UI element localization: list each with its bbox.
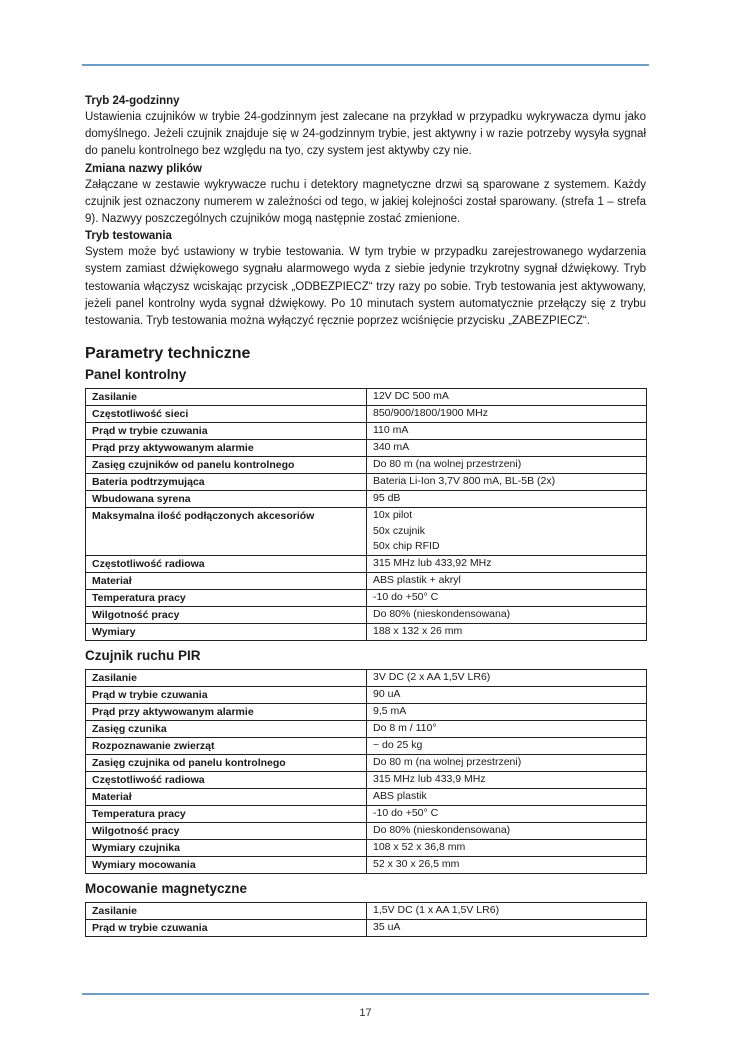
section-heading: Tryb 24-godzinny	[85, 95, 180, 107]
spec-value-cell	[367, 687, 647, 704]
spec-value-cell	[367, 389, 647, 406]
table-row	[86, 806, 647, 823]
spec-value: Do 80% (nieskondensowana)	[373, 608, 511, 621]
spec-table	[85, 669, 647, 874]
spec-value: 52 x 30 x 26,5 mm	[373, 858, 460, 871]
table-row	[86, 687, 647, 704]
table-row	[86, 920, 647, 937]
spec-table	[85, 388, 647, 641]
spec-value: 315 MHz lub 433,92 MHz	[373, 557, 492, 570]
spec-value: 35 uA	[373, 921, 401, 934]
spec-value: -10 do +50° C	[373, 591, 439, 604]
spec-key: Zasięg czujników od panelu kontrolnego	[86, 457, 367, 474]
top-rule	[82, 64, 649, 66]
spec-value-cell	[367, 590, 647, 607]
spec-value-cell	[367, 806, 647, 823]
spec-value: Do 8 m / 110°	[373, 722, 437, 735]
spec-value: 315 MHz lub 433,9 MHz	[373, 773, 486, 786]
table-row	[86, 423, 647, 440]
spec-key: Wymiary czujnika	[86, 840, 367, 857]
spec-key: Wymiary mocowania	[86, 857, 367, 874]
table-row	[86, 389, 647, 406]
spec-value-cell	[367, 721, 647, 738]
table-row	[86, 474, 647, 491]
spec-value-cell	[367, 857, 647, 874]
table-row	[86, 573, 647, 590]
spec-key: Zasilanie	[86, 389, 367, 406]
spec-value: Do 80% (nieskondensowana)	[373, 824, 511, 837]
spec-value-cell	[367, 903, 647, 920]
spec-value: 50x chip RFID	[373, 540, 440, 553]
section-heading: Zmiana nazwy plików	[85, 162, 202, 175]
table-row	[86, 457, 647, 474]
spec-key: Wbudowana syrena	[86, 491, 367, 508]
spec-key: Wilgotność pracy	[86, 607, 367, 624]
section-paragraph: System może być ustawiony w trybie testowania. W tym trybie w przypadku zarejestrowanego wydarzenia system zamiast dźwiękowego sygnału alarmowego wyda z siebie jedynie trzykrotny sygnał dźwiękowy. Tryb testowania włączysz wciskając przycisk „ODBEZPIECZ“ trzy razy po sobie. Tryb testowania jest aktywowany, jeżeli panel kontrolny wyda sygnał dźwiękowy. Po 10 minutach system automatycznie przełączy się z trybu testowania. Tryb testowania można wyłączyć ręcznie poprzez wciśnięcie przycisku „ZABEZPIECZ“.	[85, 246, 646, 328]
spec-key: Wymiary	[86, 624, 367, 641]
spec-key: Rozpoznawanie zwierząt	[86, 738, 367, 755]
spec-key: Prąd przy aktywowanym alarmie	[86, 440, 367, 457]
spec-key: Prąd w trybie czuwania	[86, 423, 367, 440]
table-row	[86, 738, 647, 755]
spec-value-cell	[367, 508, 647, 556]
spec-value: ABS plastik	[373, 790, 427, 803]
spec-table-title: Panel kontrolny	[85, 367, 187, 383]
spec-key: Zasięg czunika	[86, 721, 367, 738]
spec-value-cell	[367, 440, 647, 457]
bottom-rule	[82, 993, 649, 995]
table-row	[86, 704, 647, 721]
spec-value-cell	[367, 772, 647, 789]
spec-value-cell	[367, 670, 647, 687]
spec-value: 850/900/1800/1900 MHz	[373, 407, 489, 420]
spec-key: Bateria podtrzymująca	[86, 474, 367, 491]
spec-value: 110 mA	[373, 424, 409, 437]
table-row	[86, 624, 647, 641]
section-paragraph: Ustawienia czujników w trybie 24-godzinnym jest zalecane na przykład w przypadku wykrywacza dymu jako domyślnego. Jeżeli czujnik znajduje się w 24-godzinnym trybie, jest aktywny i w razie potrzeby wysyła sygnał do panelu kontrolnego bez względu na tyo, czy system jest aktywby czy nie.	[85, 111, 646, 158]
page-content	[85, 93, 646, 937]
spec-value: 12V DC 500 mA	[373, 390, 449, 403]
spec-value: 90 uA	[373, 688, 401, 701]
spec-value-cell	[367, 789, 647, 806]
spec-key: Temperatura pracy	[86, 806, 367, 823]
section-24h-mode	[85, 93, 646, 161]
page-number: 17	[359, 1007, 372, 1019]
spec-key: Częstotliwość sieci	[86, 406, 367, 423]
table-row	[86, 491, 647, 508]
table-row	[86, 789, 647, 806]
table-row	[86, 440, 647, 457]
spec-value-cell	[367, 556, 647, 573]
spec-key: Materiał	[86, 789, 367, 806]
spec-key: Temperatura pracy	[86, 590, 367, 607]
spec-value-cell	[367, 755, 647, 772]
spec-value: 108 x 52 x 36,8 mm	[373, 841, 466, 854]
spec-key: Zasięg czujnika od panelu kontrolnego	[86, 755, 367, 772]
section-test-mode	[85, 228, 646, 330]
table-row	[86, 721, 647, 738]
table-row	[86, 406, 647, 423]
spec-value: ABS plastik + akryl	[373, 574, 461, 587]
table-row	[86, 508, 647, 556]
table-row	[86, 772, 647, 789]
table-row	[86, 755, 647, 772]
spec-value: ~ do 25 kg	[373, 739, 423, 752]
spec-value: Bateria Li-Ion 3,7V 800 mA, BL-5B (2x)	[373, 475, 556, 488]
spec-value: 1,5V DC (1 x AA 1,5V LR6)	[373, 904, 500, 917]
section-paragraph: Załączane w zestawie wykrywacze ruchu i detektory magnetyczne drzwi są sparowane z systemem. Każdy czujnik jest oznaczony numerem w zależności od tego, w jakiej kolejności został sparowany. (strefa 1 – strefa 9). Nazwyy poszczególnych czujników mogą następnie zostać zmienione.	[85, 178, 646, 226]
spec-value-cell	[367, 624, 647, 641]
spec-key: Wilgotność pracy	[86, 823, 367, 840]
table-row	[86, 590, 647, 607]
section-rename	[85, 161, 646, 229]
spec-value: 9,5 mA	[373, 705, 407, 718]
spec-value: 3V DC (2 x AA 1,5V LR6)	[373, 671, 491, 684]
spec-value: -10 do +50° C	[373, 807, 439, 820]
params-title: Parametry techniczne	[85, 345, 251, 363]
spec-value-cell	[367, 738, 647, 755]
table-row	[86, 840, 647, 857]
spec-tables	[85, 366, 646, 937]
spec-value-cell	[367, 607, 647, 624]
spec-value: 10x pilot	[373, 509, 413, 522]
spec-value-cell	[367, 840, 647, 857]
spec-value: 340 mA	[373, 441, 410, 454]
spec-value-cell	[367, 823, 647, 840]
spec-value: Do 80 m (na wolnej przestrzeni)	[373, 756, 522, 769]
spec-value-cell	[367, 704, 647, 721]
spec-value: 95 dB	[373, 492, 401, 505]
spec-value-cell	[367, 491, 647, 508]
table-row	[86, 823, 647, 840]
spec-value-cell	[367, 920, 647, 937]
spec-value-cell	[367, 406, 647, 423]
spec-key: Zasilanie	[86, 670, 367, 687]
spec-value: 50x czujnik	[373, 524, 425, 537]
spec-key: Prąd w trybie czuwania	[86, 687, 367, 704]
spec-value-cell	[367, 457, 647, 474]
spec-value: Do 80 m (na wolnej przestrzeni)	[373, 458, 522, 471]
spec-table-title: Czujnik ruchu PIR	[85, 648, 201, 664]
table-row	[86, 903, 647, 920]
spec-key: Prąd w trybie czuwania	[86, 920, 367, 937]
spec-table	[85, 902, 647, 937]
table-row	[86, 607, 647, 624]
spec-key: Maksymalna ilość podłączonych akcesoriów	[86, 508, 367, 556]
spec-value-cell	[367, 573, 647, 590]
spec-key: Częstotliwość radiowa	[86, 556, 367, 573]
spec-value: 188 x 132 x 26 mm	[373, 625, 463, 638]
table-row	[86, 857, 647, 874]
table-row	[86, 670, 647, 687]
spec-key: Materiał	[86, 573, 367, 590]
spec-key: Prąd przy aktywowanym alarmie	[86, 704, 367, 721]
spec-table-title: Mocowanie magnetyczne	[85, 881, 248, 897]
spec-key: Zasilanie	[86, 903, 367, 920]
table-row	[86, 556, 647, 573]
spec-key: Częstotliwość radiowa	[86, 772, 367, 789]
spec-value-cell	[367, 474, 647, 491]
spec-value-cell	[367, 423, 647, 440]
section-heading: Tryb testowania	[85, 230, 172, 243]
